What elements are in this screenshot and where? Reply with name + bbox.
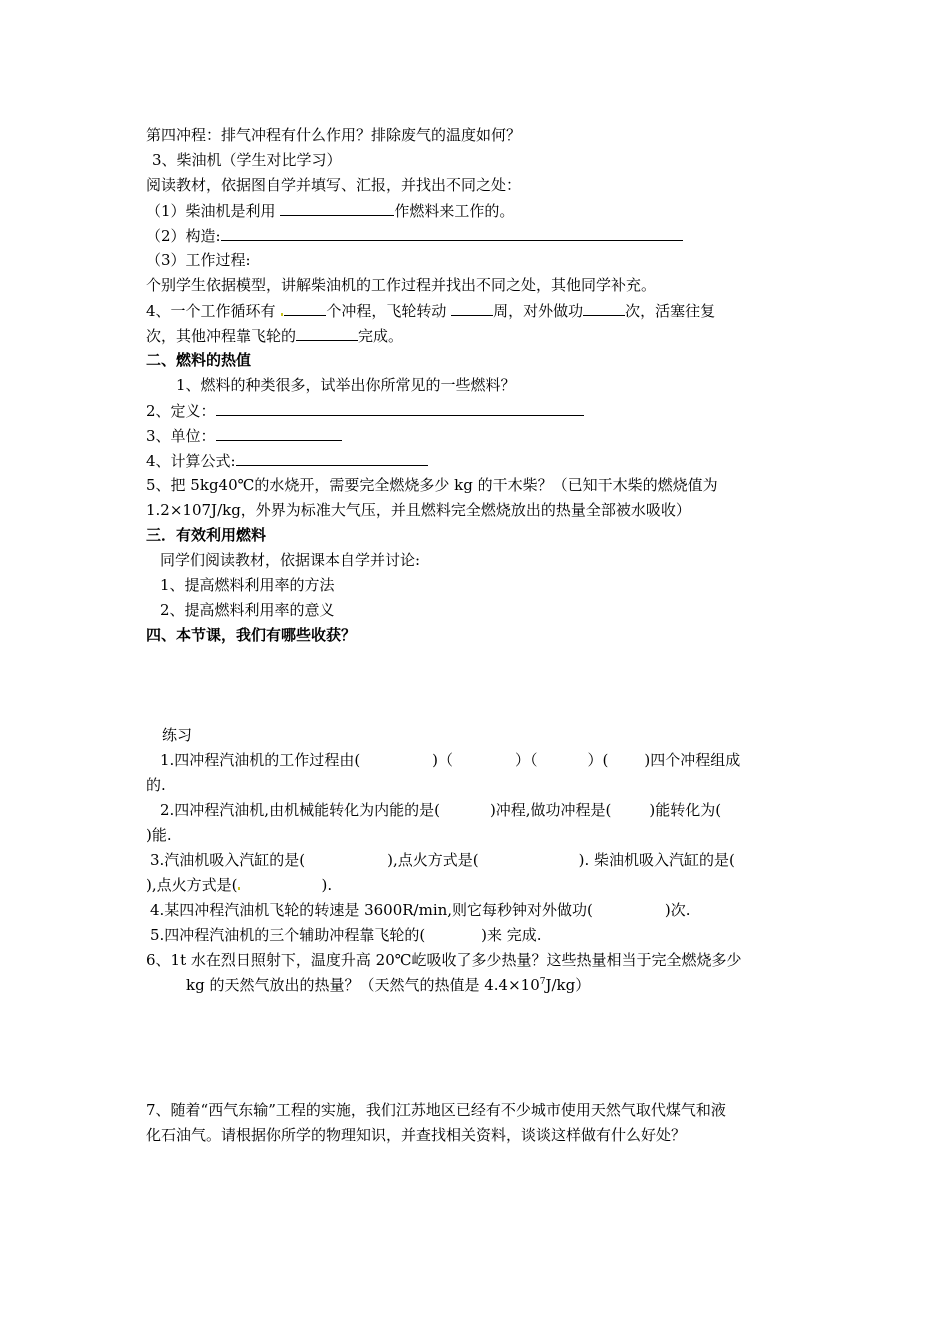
diesel-q3-desc: 个别学生依据模型，讲解柴油机的工作过程并找出不同之处，其他同学补充。	[146, 276, 657, 294]
diesel-q1	[146, 201, 816, 221]
practice-p5	[150, 926, 820, 946]
fuel-heat-q3	[146, 426, 816, 446]
flywheel-turns-blank[interactable]	[451, 301, 493, 316]
p3-text-d: ),点火方式是(	[146, 876, 238, 894]
work-times-blank[interactable]	[583, 301, 625, 316]
fuel-heat-q2	[146, 401, 816, 421]
p5-text-a: 5.四冲程汽油机的三个辅助冲程靠飞轮的(	[150, 926, 426, 944]
practice-p4	[150, 901, 820, 921]
formula-blank[interactable]	[236, 451, 428, 466]
practice-p1-line1	[160, 751, 830, 771]
exponent: 7	[539, 977, 546, 987]
p1-text-a: 1.四冲程汽油机的工作过程由(	[160, 751, 361, 769]
diesel-q2	[146, 226, 816, 246]
p3-text-e: ).	[321, 876, 333, 894]
p1-text-c: ）（	[515, 751, 538, 769]
efficient-item1: 1、提高燃料利用率的方法	[160, 576, 335, 594]
p6-text-a: kg 的天然气放出的热量？（天然气的热值是 4.4×10	[186, 976, 540, 994]
diesel-title: 3、柴油机（学生对比学习）	[152, 151, 342, 169]
diesel-q4-a: 4、一个工作循环有	[146, 302, 281, 320]
practice-p2-line2: )能.	[146, 826, 172, 844]
p1-text-d: ）(	[587, 751, 609, 769]
dot-mark	[281, 313, 283, 316]
fuel-heat-heading: 二、燃料的热值	[146, 351, 252, 369]
practice-p7-line2: 化石油气。请根据你所学的物理知识，并查找相关资料，谈谈这样做有什么好处？	[146, 1126, 687, 1144]
practice-p2-line1	[160, 801, 830, 821]
diesel-q4-f: 完成。	[358, 327, 404, 345]
diesel-q3: （3）工作过程:	[146, 251, 251, 269]
practice-p3-line2	[146, 876, 816, 896]
practice-p1-line2: 的.	[146, 776, 166, 794]
p2-text-b: )冲程,做功冲程是(	[489, 801, 612, 819]
efficient-item2: 2、提高燃料利用率的意义	[160, 601, 335, 619]
practice-p7-line1: 7、随着“西气东输”工程的实施，我们江苏地区已经有不少城市使用天然气取代煤气和液	[146, 1101, 726, 1119]
p6-text-b: J/kg）	[545, 976, 591, 994]
efficient-intro: 同学们阅读教材，依据课本自学并讨论:	[160, 551, 421, 569]
fuel-heat-q5-line1: 5、把 5kg40℃的水烧开，需要完全燃烧多少 kg 的干木柴？（已知干木柴的燃烧值为	[146, 476, 718, 494]
diesel-q2-label: （2）构造:	[146, 227, 221, 245]
p1-text-e: )四个冲程组成	[644, 751, 741, 769]
unit-blank[interactable]	[216, 426, 342, 441]
p3-text-a: 3.汽油机吸入汽缸的是(	[150, 851, 306, 869]
diesel-q1-prefix: （1）柴油机是利用	[146, 202, 281, 220]
p4-text-b: )次.	[664, 901, 691, 919]
diesel-q4-line2	[146, 326, 816, 346]
practice-p6-line2	[186, 976, 856, 996]
fuel-heat-q4	[146, 451, 816, 471]
practice-p6-line1: 6、1t 水在烈日照射下，温度升高 20℃屹吸收了多少热量？这些热量相当于完全燃烧多少	[146, 951, 742, 969]
p3-text-b: ),点火方式是(	[387, 851, 479, 869]
diesel-q4-e: 次，其他冲程靠飞轮的	[146, 327, 297, 345]
diesel-q4-c: 周，对外做功	[493, 302, 584, 320]
formula-label: 4、计算公式:	[146, 452, 236, 470]
unit-label: 3、单位：	[146, 427, 216, 445]
p2-text-a: 2.四冲程汽油机,由机械能转化为内能的是(	[160, 801, 440, 819]
p2-text-c: )能转化为(	[649, 801, 722, 819]
diesel-structure-blank[interactable]	[221, 226, 683, 241]
p3-text-c: ). 柴油机吸入汽缸的是(	[578, 851, 735, 869]
strokes-blank[interactable]	[284, 301, 326, 316]
practice-p3-line1	[150, 851, 820, 871]
diesel-q4-d: 次，活塞往复	[625, 302, 716, 320]
definition-label: 2、定义：	[146, 402, 216, 420]
diesel-instructions: 阅读教材，依据图自学并填写、汇报，并找出不同之处：	[146, 176, 522, 194]
fuel-heat-q1: 1、燃料的种类很多，试举出你所常见的一些燃料？	[176, 376, 516, 394]
practice-title: 练习	[162, 726, 193, 744]
p4-text-a: 4.某四冲程汽油机飞轮的转速是 3600R/min,则它每秒钟对外做功(	[150, 901, 593, 919]
diesel-q1-suffix: 作燃料来工作的。	[394, 202, 515, 220]
diesel-fuel-blank[interactable]	[280, 201, 394, 216]
diesel-q4-b: 个冲程，飞轮转动	[326, 302, 452, 320]
efficient-heading: 三．有效利用燃料	[146, 526, 267, 544]
p1-text-b: )（	[432, 751, 454, 769]
stroke4-question: 第四冲程：排气冲程有什么作用？排除废气的温度如何？	[146, 126, 522, 144]
summary-heading: 四、本节课，我们有哪些收获？	[146, 626, 357, 644]
diesel-q4-line1	[146, 301, 816, 321]
dot-mark	[238, 887, 240, 890]
definition-blank[interactable]	[216, 401, 584, 416]
fuel-heat-q5-line2: 1.2×107J/kg，外界为标准大气压，并且燃料完全燃烧放出的热量全部被水吸收）	[146, 501, 691, 519]
flywheel-inertia-blank[interactable]	[296, 326, 358, 341]
p5-text-b: )来 完成.	[481, 926, 542, 944]
